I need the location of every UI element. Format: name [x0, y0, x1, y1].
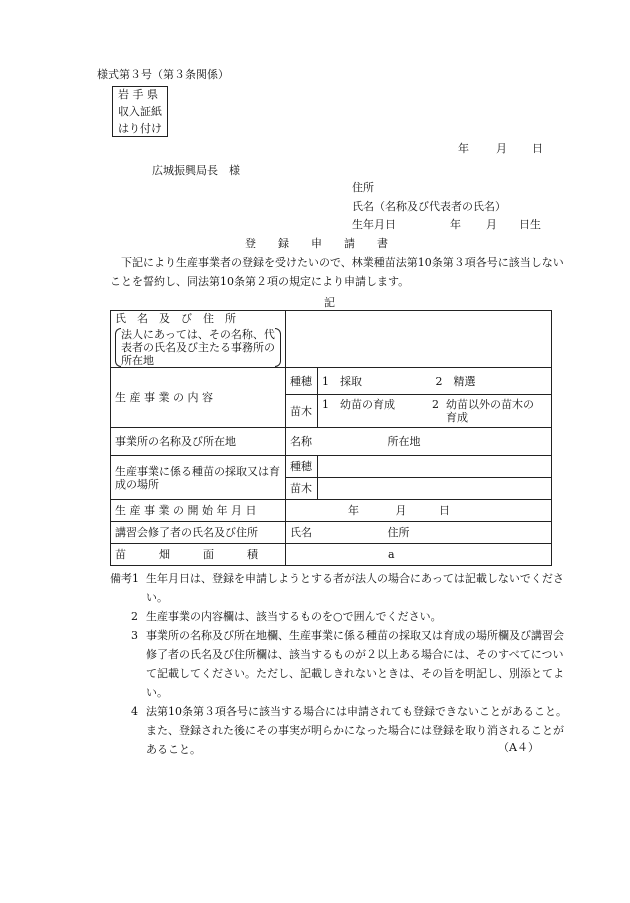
- start-date-month: 月: [395, 504, 407, 517]
- business-content-label: 生 産 事 業 の 内 容: [111, 368, 286, 428]
- date-day: 日: [532, 142, 543, 155]
- note-text: 事業所の名称及び所在地欄、生産事業に係る種苗の採取又は育成の場所欄及び講習会修了者の氏名及び住所欄は、該当するものが２以上ある場合には、そのすべてについて記載してください。ただし、記載しきれないときは、その旨を明記し、別添とてよい。: [146, 629, 564, 699]
- applicant-address-label: 住所: [352, 181, 374, 194]
- office-name-label: 名称: [290, 435, 312, 448]
- row-start-date: [111, 500, 552, 522]
- trainee-label: 講習会修了者の氏名及び住所: [111, 522, 286, 544]
- trainee-value[interactable]: [286, 522, 552, 544]
- revenue-stamp-box: [112, 86, 168, 137]
- ki-heading: 記: [324, 296, 335, 309]
- addressee: 広城振興局長 様: [152, 164, 240, 177]
- site-seedling-label: 苗木: [286, 478, 318, 500]
- nursery-area-unit: a: [388, 548, 395, 561]
- site-seed-label: 種穂: [286, 456, 318, 478]
- stamp-line-2: 収入証紙: [118, 105, 162, 118]
- business-seedling-options[interactable]: [318, 395, 552, 428]
- stamp-line-3: はり付け: [118, 122, 162, 135]
- row-trainee: [111, 522, 552, 544]
- start-date-year: 年: [348, 504, 359, 517]
- seedling-option-young[interactable]: 1 幼苗の育成: [322, 398, 395, 411]
- note-item: [110, 569, 570, 607]
- note-number: 1: [132, 572, 139, 585]
- document-title: 登 録 申 請 書: [245, 237, 388, 250]
- site-label: 生産事業に係る種苗の採取又は育成の場所: [111, 456, 286, 500]
- row-site-seed: [111, 456, 552, 478]
- business-seed-label: 種穂: [286, 368, 318, 395]
- stamp-line-1: 岩 手 県: [118, 88, 158, 101]
- applicant-name-label: 氏名（名称及び代表者の氏名）: [352, 200, 506, 213]
- row-office: [111, 428, 552, 456]
- business-seed-options[interactable]: [318, 368, 552, 395]
- application-table: [110, 310, 552, 566]
- applicant-birth-year: 年: [450, 218, 461, 231]
- note-number: 3: [131, 629, 138, 642]
- name-address-value[interactable]: [286, 311, 552, 368]
- note-text: 法第10条第３項各号に該当する場合には申請されても登録できないことがあること。また、登録された後にその事実が明らかになった場合には登録を取り消されることがあること。: [146, 705, 567, 756]
- start-date-day: 日: [439, 504, 450, 517]
- note-item: [110, 626, 570, 702]
- site-seed-value[interactable]: [318, 456, 552, 478]
- paper-size: （A４）: [498, 741, 539, 754]
- row-nursery-area: [111, 544, 552, 566]
- applicant-birth-month: 月: [486, 218, 497, 231]
- office-value[interactable]: [286, 428, 552, 456]
- note-number: 2: [131, 610, 138, 623]
- nursery-area-label: 苗 畑 面 積: [111, 544, 286, 566]
- note-item: [110, 607, 570, 626]
- trainee-address-label: 住所: [387, 526, 410, 539]
- row-business-content: [111, 368, 552, 395]
- date-month: 月: [496, 142, 507, 155]
- note-text: 生産事業の内容欄は、該当するものを○で囲んでください。: [146, 610, 442, 623]
- applicant-birth-label: 生年月日: [352, 218, 396, 231]
- seedling-option-other-num[interactable]: 2: [432, 398, 439, 411]
- seed-option-select[interactable]: 2 精選: [435, 374, 476, 388]
- office-location-label: 所在地: [387, 435, 421, 448]
- start-date-value[interactable]: [286, 500, 552, 522]
- row-name-address: [111, 311, 552, 368]
- form-label: 様式第３号（第３条関係）: [97, 68, 229, 81]
- row-name-address-label-cell: [111, 311, 286, 368]
- trainee-name-label: 氏名: [290, 526, 312, 539]
- applicant-birth-day: 日生: [519, 218, 541, 231]
- date-year: 年: [458, 142, 469, 155]
- seed-option-collect[interactable]: 1 採取: [322, 374, 362, 388]
- start-date-label: 生 産 事 業 の 開 始 年 月 日: [111, 500, 286, 522]
- business-seedling-label: 苗木: [286, 395, 318, 428]
- seedling-option-other[interactable]: 幼苗以外の苗木の育成: [446, 398, 534, 424]
- note-text: 生年月日は、登録を申請しようとする者が法人の場合にあっては記載しないでください。: [146, 572, 564, 604]
- note-number: 4: [131, 705, 138, 718]
- row-name-address-label: 氏 名 及 び 住 所: [115, 311, 236, 325]
- body-text: 下記により生産事業者の登録を受けたいので、林業種苗法第10条第３項各号に該当しないことを誓約し、同法第10条第２項の規定により申請します。: [110, 256, 564, 288]
- notes-section: [110, 569, 570, 759]
- row-name-address-note: 法人にあっては、その名称、代表者の氏名及び主たる事務所の所在地: [115, 328, 281, 367]
- office-label: 事業所の名称及び所在地: [111, 428, 286, 456]
- notes-head: 備考: [110, 572, 132, 585]
- nursery-area-value[interactable]: [286, 544, 552, 566]
- site-seedling-value[interactable]: [318, 478, 552, 500]
